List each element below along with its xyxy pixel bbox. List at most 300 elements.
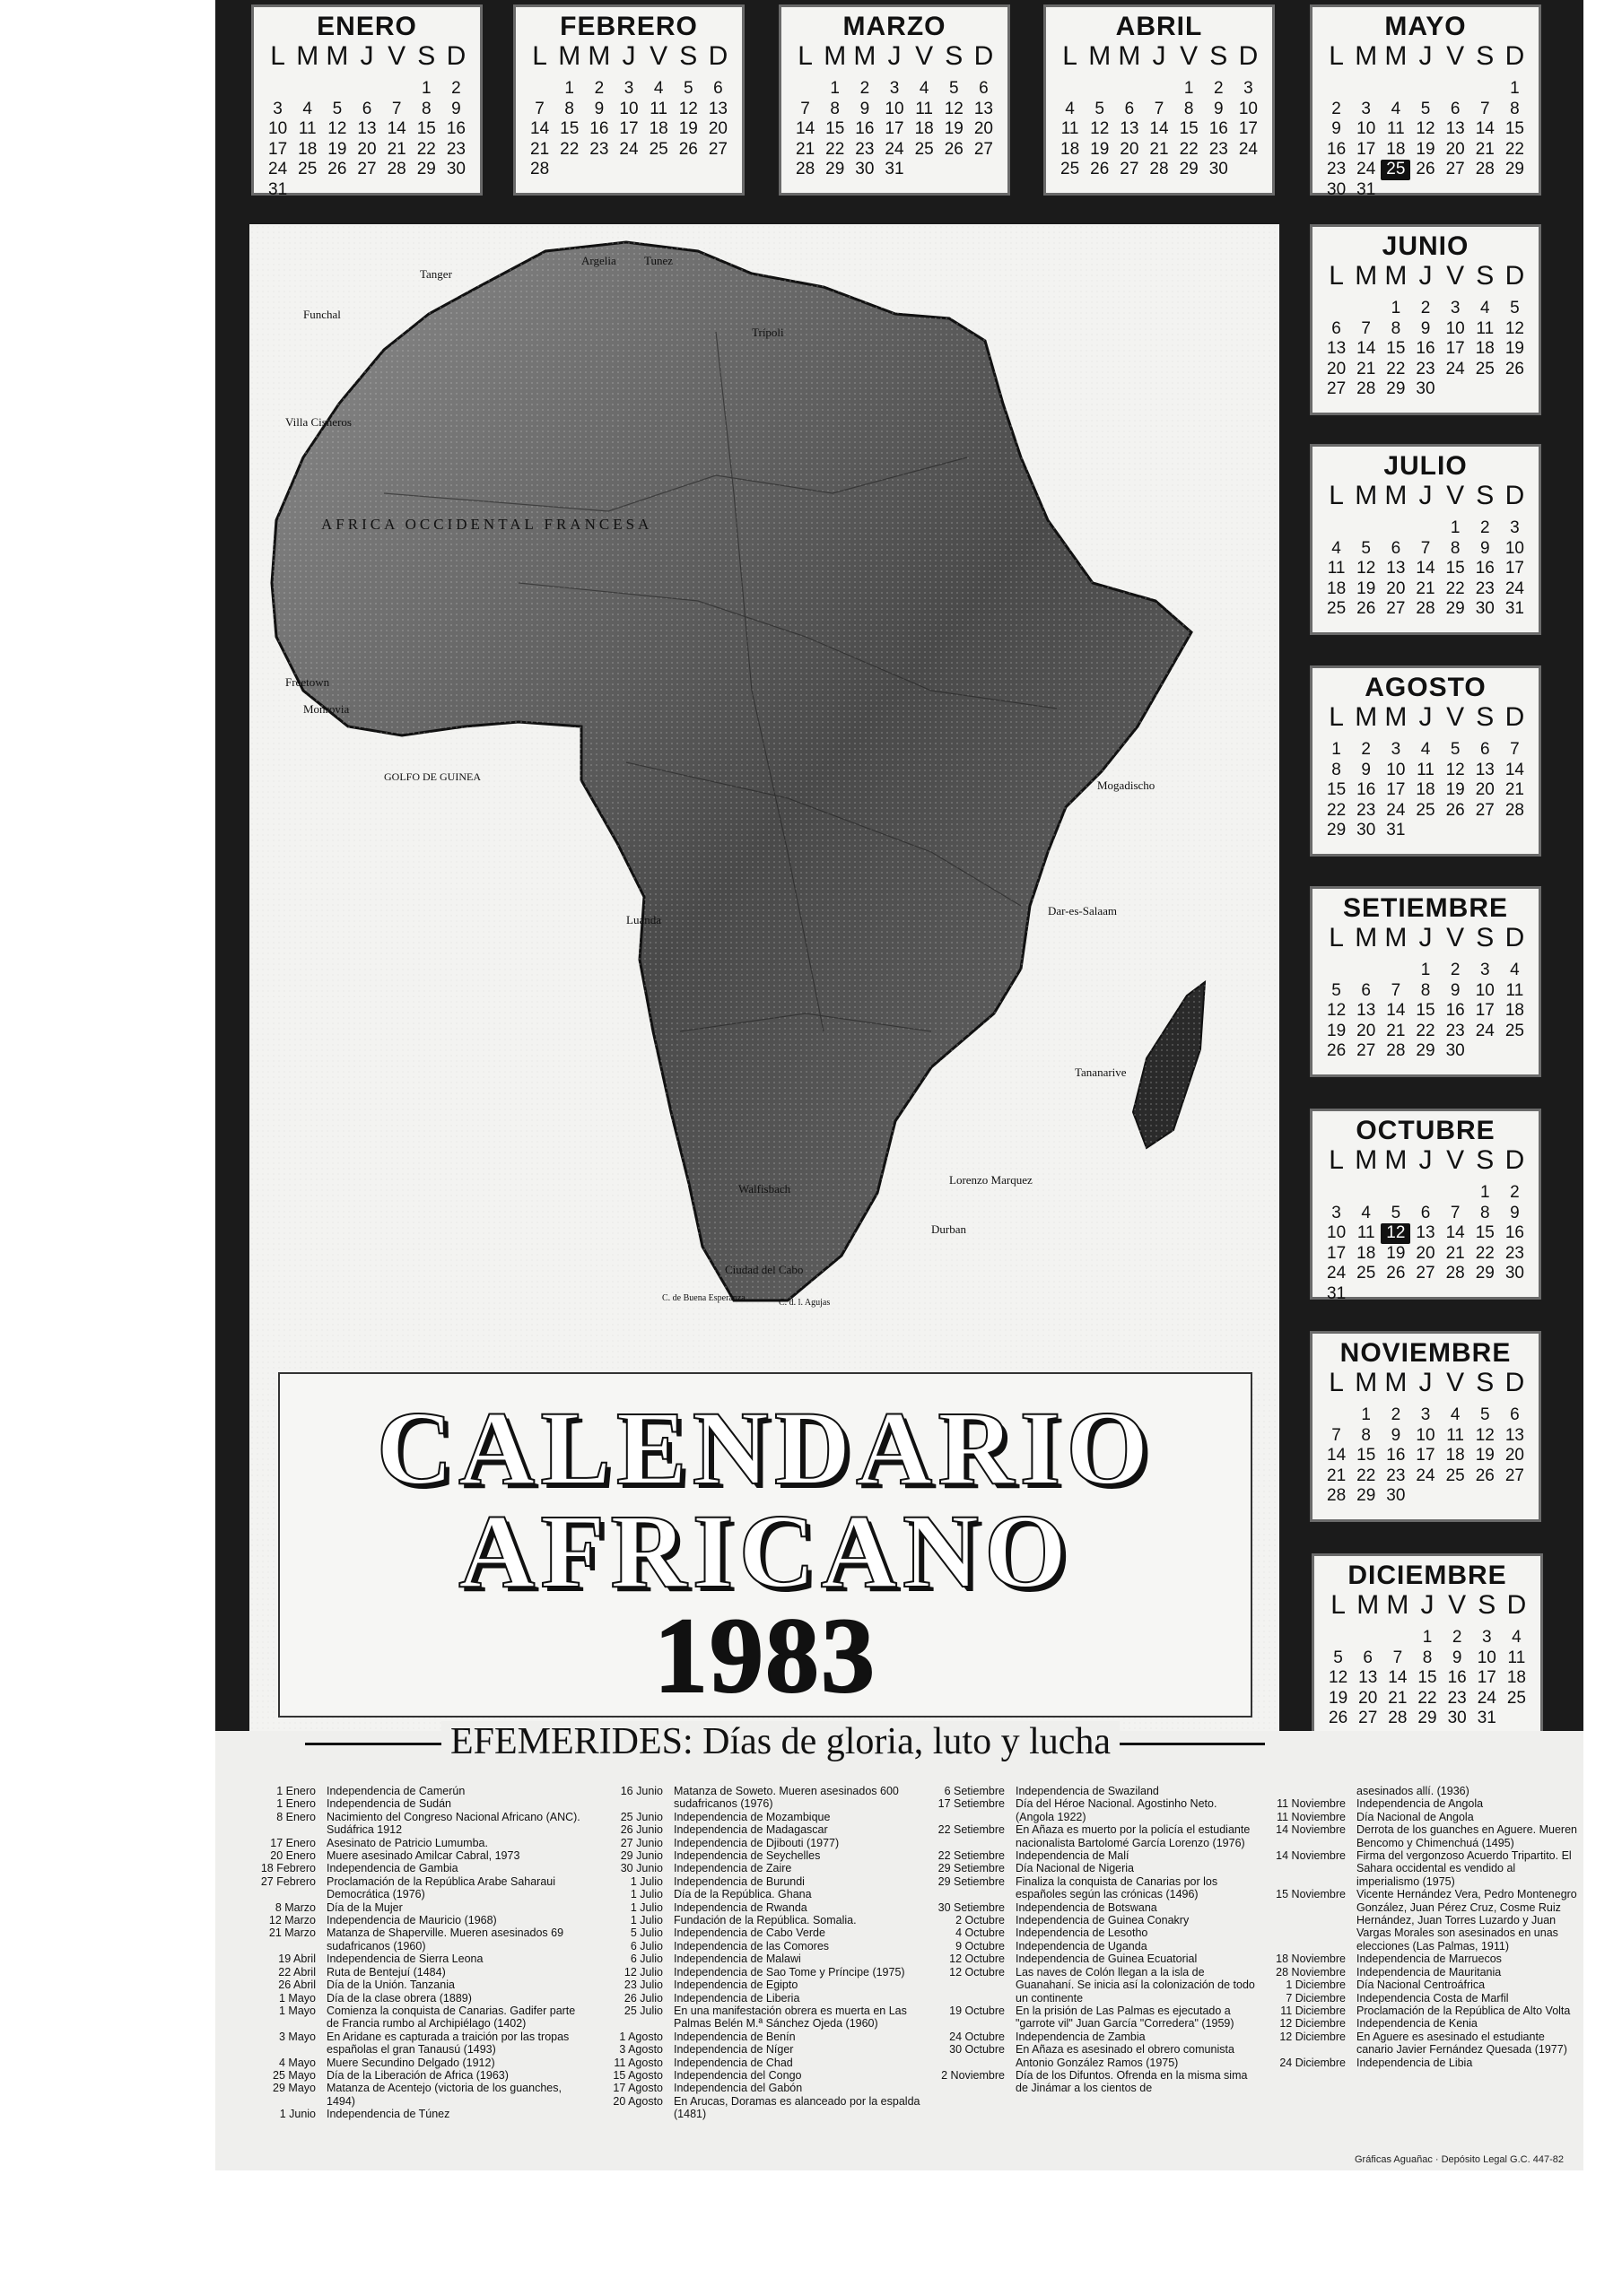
weekday-label: J xyxy=(1418,1145,1433,1175)
day-cell: 2 xyxy=(1331,99,1341,118)
day-cell: 26 xyxy=(944,139,964,159)
day-cell xyxy=(1500,1041,1530,1062)
event-row xyxy=(906,1940,1258,1952)
day-cell: 15 xyxy=(1179,119,1199,138)
day-cell: 17 xyxy=(1416,1446,1435,1465)
day-cell: 20 xyxy=(1445,139,1465,159)
weekday-label: J xyxy=(1418,702,1433,732)
week-row xyxy=(1321,1183,1530,1204)
day-cell: 6 xyxy=(1450,99,1461,118)
day-cell: 14 xyxy=(1416,559,1435,578)
weekday-label: D xyxy=(708,41,728,71)
day-cell: 28 xyxy=(796,160,815,178)
event-row xyxy=(906,1797,1258,1823)
event-date: 11 Agosto xyxy=(614,2056,663,2069)
event-text: Independencia de Guinea Ecuatorial xyxy=(1016,1952,1198,1966)
week-row xyxy=(1321,79,1530,100)
day-cell: 2 xyxy=(1361,740,1371,759)
week-row xyxy=(1321,1284,1530,1305)
day-cell: 2 xyxy=(1213,79,1224,98)
week-row xyxy=(1321,160,1530,180)
day-cell: 8 xyxy=(564,99,574,118)
event-row xyxy=(1247,1797,1579,1810)
event-row xyxy=(235,1914,587,1926)
event-date: 22 Abril xyxy=(278,1965,316,1979)
week-row xyxy=(1321,821,1530,841)
event-row xyxy=(235,1875,587,1901)
print-credit: Gráficas Aguañac · Depósito Legal G.C. 447-82 xyxy=(1355,2154,1564,2165)
day-cell: 12 xyxy=(678,99,698,118)
day-cell: 6 xyxy=(362,99,372,118)
day-cell xyxy=(412,180,441,201)
events-column-1 xyxy=(235,1785,587,2121)
weekday-label: M xyxy=(588,41,611,71)
day-cell: 20 xyxy=(973,119,993,138)
day-cell: 19 xyxy=(1445,780,1465,799)
event-row xyxy=(578,1888,937,1900)
day-cell: 24 xyxy=(1416,1465,1435,1485)
weekday-label: D xyxy=(1504,923,1525,952)
weekday-label: V xyxy=(388,41,406,71)
day-cell: 6 xyxy=(1510,1405,1520,1424)
day-cell xyxy=(352,180,381,201)
event-text: Matanza de Shaperville. Mueren asesinados 69 sudafricanos (1960) xyxy=(327,1926,564,1952)
day-cell: 20 xyxy=(708,119,728,138)
day-cell xyxy=(1321,1405,1351,1426)
day-cell xyxy=(1441,379,1470,400)
event-date: 1 Agosto xyxy=(619,2030,663,2043)
day-cell: 17 xyxy=(1445,339,1465,358)
day-cell: 7 xyxy=(1154,99,1164,118)
event-date: 30 Setiembre xyxy=(937,1900,1005,1914)
event-row xyxy=(578,2069,937,2082)
day-cell: 31 xyxy=(1386,821,1406,839)
day-cell: 4 xyxy=(1065,99,1075,118)
day-cell: 3 xyxy=(624,79,634,98)
day-cell: 31 xyxy=(268,179,288,199)
day-cell: 7 xyxy=(535,99,545,118)
weekday-header xyxy=(1321,261,1530,291)
day-cell: 15 xyxy=(1327,780,1347,799)
day-cell: 15 xyxy=(1417,1668,1437,1687)
day-cell: 9 xyxy=(1452,1648,1462,1667)
day-cell: 23 xyxy=(1416,359,1435,378)
weekday-label: S xyxy=(1478,1590,1496,1620)
day-cell xyxy=(1381,180,1410,201)
day-cell: 25 xyxy=(1416,800,1435,820)
title-line-1: CALENDARIO xyxy=(376,1389,1155,1507)
day-cell xyxy=(263,79,292,100)
day-cell: 12 xyxy=(1327,1001,1347,1020)
event-row xyxy=(1247,2005,1579,2017)
day-cell: 2 xyxy=(1420,299,1431,317)
day-cell: 24 xyxy=(885,139,904,159)
event-date xyxy=(1247,1785,1356,1797)
day-cell: 8 xyxy=(1422,1648,1433,1667)
day-cell: 30 xyxy=(446,160,466,178)
map-label: GOLFO DE GUINEA xyxy=(384,770,481,783)
event-text: Día Nacional Centroáfrica xyxy=(1356,1979,1486,1992)
day-cell xyxy=(584,160,614,180)
week-row xyxy=(1321,1446,1530,1466)
event-row xyxy=(906,1966,1258,2005)
event-text: Independencia de Gambia xyxy=(327,1862,458,1875)
week-row xyxy=(1321,119,1530,140)
day-cell: 9 xyxy=(859,99,870,118)
day-cell: 16 xyxy=(855,119,875,138)
day-cell: 23 xyxy=(1356,800,1376,820)
day-cell: 5 xyxy=(1450,740,1461,759)
week-row xyxy=(525,100,733,120)
day-cell: 14 xyxy=(1327,1446,1347,1465)
day-cell: 15 xyxy=(1475,1223,1495,1242)
event-text: Independencia de Egipto xyxy=(674,1979,798,1992)
day-cell: 23 xyxy=(589,139,609,159)
weekday-header xyxy=(1321,1145,1530,1176)
week-row xyxy=(263,100,471,120)
day-cell: 3 xyxy=(273,99,283,118)
day-cell: 21 xyxy=(1416,578,1435,598)
day-cell: 22 xyxy=(1356,1465,1376,1485)
day-cell: 28 xyxy=(530,160,550,178)
weekday-label: L xyxy=(1329,261,1344,291)
day-cell: 18 xyxy=(1445,1446,1465,1465)
day-cell: 14 xyxy=(387,119,406,138)
event-row xyxy=(578,2057,937,2069)
month-name: JUNIO xyxy=(1382,231,1469,261)
event-date: 28 Noviembre xyxy=(1276,1965,1346,1979)
day-cell: 22 xyxy=(1386,359,1406,378)
day-cell: 22 xyxy=(1417,1688,1437,1708)
weekday-label: L xyxy=(1329,923,1344,952)
day-cell xyxy=(1470,1041,1500,1062)
day-cell: 3 xyxy=(1479,961,1490,979)
day-cell: 6 xyxy=(1479,740,1490,759)
event-text: Proclamación de la República Arabe Saharaui Democrática (1976) xyxy=(327,1874,556,1901)
month-marzo xyxy=(779,4,1010,196)
event-text: Independencia de Libia xyxy=(1356,2056,1473,2069)
day-cell: 3 xyxy=(1481,1628,1492,1647)
event-date: 12 Marzo xyxy=(268,1914,316,1927)
day-cell: 22 xyxy=(560,139,580,159)
day-cell xyxy=(1321,79,1351,100)
day-cell: 17 xyxy=(1386,780,1406,799)
day-cell: 4 xyxy=(1391,99,1401,118)
day-cell xyxy=(1470,1284,1500,1305)
day-cell: 20 xyxy=(1475,780,1495,799)
day-cell: 6 xyxy=(979,79,989,98)
event-date: 26 Junio xyxy=(620,1823,663,1837)
day-cell: 9 xyxy=(1510,1203,1520,1222)
event-row xyxy=(235,1952,587,1965)
event-date: 1 Mayo xyxy=(279,2004,316,2017)
event-row xyxy=(578,1979,937,1991)
day-cell: 11 xyxy=(1060,119,1079,138)
event-text: Independencia de Sao Tome y Príncipe (1975) xyxy=(674,1965,905,1979)
day-cell: 20 xyxy=(1416,1243,1435,1263)
day-cell: 23 xyxy=(1504,1243,1524,1263)
week-row xyxy=(790,140,998,161)
day-cell: 22 xyxy=(825,139,845,159)
day-cell xyxy=(1353,1628,1382,1648)
day-cell: 3 xyxy=(1510,518,1520,537)
day-cell: 23 xyxy=(1475,578,1495,598)
day-cell: 10 xyxy=(1477,1648,1496,1667)
day-cell: 31 xyxy=(1327,1283,1347,1303)
day-cell: 21 xyxy=(796,139,815,159)
event-text: Independencia de Kenia xyxy=(1356,2017,1478,2031)
event-text: Fundación de la República. Somalia. xyxy=(674,1914,857,1927)
day-cell: 9 xyxy=(1450,980,1461,1000)
event-row xyxy=(235,1785,587,1797)
day-cell: 15 xyxy=(1416,1001,1435,1020)
weekday-label: D xyxy=(1504,1145,1525,1175)
weekday-label: M xyxy=(1384,702,1408,732)
event-row xyxy=(906,2005,1258,2031)
event-text: Día del Héroe Nacional. Agostinho Neto. (Angola 1922) xyxy=(1016,1797,1217,1823)
day-cell: 19 xyxy=(1386,1243,1406,1263)
day-cell xyxy=(1410,79,1440,100)
week-row xyxy=(1321,180,1530,201)
day-cell xyxy=(614,160,643,180)
day-cell: 26 xyxy=(1386,1264,1406,1283)
day-cell: 14 xyxy=(1388,1668,1408,1687)
day-cell: 4 xyxy=(1512,1628,1522,1647)
week-row xyxy=(525,140,733,161)
day-cell: 27 xyxy=(708,139,728,159)
event-date: 1 Enero xyxy=(276,1785,316,1797)
events-column-4 xyxy=(1247,1785,1579,2069)
day-cell: 10 xyxy=(1504,538,1524,558)
day-cell: 3 xyxy=(1331,1203,1341,1222)
day-cell: 17 xyxy=(1327,1243,1347,1263)
month-diciembre xyxy=(1312,1553,1543,1744)
day-cell xyxy=(1500,379,1530,400)
day-cell: 21 xyxy=(1149,139,1169,159)
map-label: Argelia xyxy=(581,254,616,267)
event-text: Independencia de Sudán xyxy=(327,1797,452,1811)
week-row xyxy=(525,79,733,100)
map-label: Durban xyxy=(931,1222,966,1236)
weekday-label: L xyxy=(1329,1368,1344,1397)
week-row xyxy=(1321,559,1530,579)
event-text: Día Nacional de Nigeria xyxy=(1016,1862,1135,1875)
weekday-label: D xyxy=(1504,261,1525,291)
day-cell: 16 xyxy=(446,119,466,138)
month-octubre xyxy=(1310,1109,1541,1303)
week-row xyxy=(1321,319,1530,340)
day-cell: 15 xyxy=(560,119,580,138)
day-cell: 8 xyxy=(1420,980,1431,1000)
week-row xyxy=(1321,1264,1530,1284)
day-cell: 10 xyxy=(268,119,288,138)
event-date: 25 Julio xyxy=(624,2004,663,2017)
day-cell: 28 xyxy=(1475,160,1495,178)
day-cell: 16 xyxy=(1504,1223,1524,1242)
event-date: 19 Abril xyxy=(278,1952,316,1966)
weekday-label: M xyxy=(1386,1590,1409,1620)
day-cell: 25 xyxy=(1445,1465,1465,1485)
event-text: En Añaza es asesinado el obrero comunista Antonio González Ramos (1975) xyxy=(1016,2043,1234,2069)
day-cell: 16 xyxy=(1356,780,1376,799)
day-cell: 30 xyxy=(1208,160,1228,178)
event-date: 1 Enero xyxy=(276,1797,316,1811)
weekday-label: S xyxy=(1476,41,1495,71)
day-cell xyxy=(1470,821,1500,841)
day-cell: 12 xyxy=(1416,119,1435,138)
event-row xyxy=(906,1862,1258,1874)
day-cell: 14 xyxy=(1149,119,1169,138)
week-row xyxy=(1323,1628,1531,1648)
weekday-label: M xyxy=(1384,1145,1408,1175)
map-label: Tananarive xyxy=(1075,1065,1127,1079)
day-cell: 27 xyxy=(1356,1041,1376,1060)
day-cell: 19 xyxy=(1090,139,1110,159)
weekday-label: L xyxy=(532,41,547,71)
day-cell xyxy=(1055,79,1085,100)
day-cell: 3 xyxy=(1361,99,1371,118)
day-cell: 5 xyxy=(1361,538,1371,558)
day-cell: 11 xyxy=(915,99,933,118)
event-date: 6 Julio xyxy=(630,1952,663,1966)
day-cell: 26 xyxy=(678,139,698,159)
day-cell: 25 xyxy=(649,139,668,159)
event-date: 6 Setiembre xyxy=(944,1785,1005,1797)
day-cell: 11 xyxy=(1476,318,1495,338)
month-name: MARZO xyxy=(842,12,946,41)
day-cell: 25 xyxy=(1060,160,1080,178)
day-cell: 4 xyxy=(919,79,929,98)
day-cell: 1 xyxy=(1422,1628,1433,1647)
day-cell: 1 xyxy=(1479,1183,1490,1202)
day-cell: 18 xyxy=(1327,578,1347,598)
event-text: Independencia de Seychelles xyxy=(674,1849,821,1863)
event-date: 2 Octubre xyxy=(955,1914,1005,1927)
day-cell: 8 xyxy=(1450,538,1461,558)
day-cell xyxy=(1321,518,1351,539)
event-row xyxy=(578,1875,937,1888)
day-cell: 11 xyxy=(650,99,667,118)
day-cell: 14 xyxy=(1386,1001,1406,1020)
event-text: Asesinato de Patricio Lumumba. xyxy=(327,1836,488,1849)
event-row xyxy=(578,1849,937,1862)
day-cell: 1 xyxy=(1361,1405,1371,1424)
day-cell: 20 xyxy=(1327,359,1347,378)
week-row xyxy=(1321,1244,1530,1265)
day-cell: 19 xyxy=(1329,1688,1348,1708)
day-cell xyxy=(1500,180,1530,201)
weekday-label: S xyxy=(1476,923,1495,952)
day-cell: 20 xyxy=(1386,578,1406,598)
day-cell xyxy=(969,160,998,180)
day-cell: 11 xyxy=(1505,980,1524,1000)
map-label: Dar-es-Salaam xyxy=(1048,904,1117,918)
day-cell xyxy=(292,180,322,201)
day-cell: 9 xyxy=(1331,119,1341,138)
month-name: SETIEMBRE xyxy=(1342,893,1509,923)
day-cell: 10 xyxy=(1238,99,1258,118)
event-date: 24 Octubre xyxy=(949,2030,1005,2043)
day-cell: 15 xyxy=(416,119,436,138)
event-date: 26 Abril xyxy=(278,1979,316,1992)
day-cell: 7 xyxy=(1392,1648,1403,1667)
event-row xyxy=(906,2043,1258,2069)
event-date: 8 Enero xyxy=(276,1810,316,1823)
event-text: Independencia de Liberia xyxy=(674,1991,800,2005)
day-cell: 21 xyxy=(1475,139,1495,159)
month-name: DICIEMBRE xyxy=(1347,1561,1507,1590)
event-text: Independencia Costa de Marfil xyxy=(1356,1991,1509,2005)
efemerides-heading-text: EFEMERIDES: Días de gloria, luto y lucha xyxy=(441,1721,1120,1762)
event-text: Independencia de Marruecos xyxy=(1356,1952,1502,1966)
event-text: Independencia de Zaire xyxy=(674,1862,792,1875)
day-cell: 10 xyxy=(1386,760,1406,779)
weekday-header xyxy=(263,41,471,72)
weekday-label: S xyxy=(1476,702,1495,732)
day-cell xyxy=(1381,1284,1410,1305)
day-cell: 8 xyxy=(830,99,840,118)
event-row xyxy=(906,2069,1258,2095)
event-row xyxy=(1247,1952,1579,1965)
map-label: Lorenzo Marquez xyxy=(949,1173,1033,1187)
day-cell: 7 xyxy=(1450,1203,1461,1222)
day-cell: 16 xyxy=(589,119,609,138)
event-text: Derrota de los guanches en Aguere. Mueren Bencomo y Chimenchuá (1495) xyxy=(1356,1823,1577,1849)
day-cell: 30 xyxy=(855,160,875,178)
day-cell: 28 xyxy=(1388,1709,1408,1727)
day-cell: 10 xyxy=(1327,1223,1347,1242)
week-row xyxy=(790,160,998,180)
day-cell: 1 xyxy=(830,79,840,98)
event-text: Día Nacional de Angola xyxy=(1356,1810,1474,1823)
day-cell xyxy=(1470,1486,1500,1507)
event-text: Independencia de Uganda xyxy=(1016,1939,1147,1952)
month-setiembre xyxy=(1310,886,1541,1077)
event-date: 3 Agosto xyxy=(619,2043,663,2057)
day-cell: 26 xyxy=(1090,160,1110,178)
event-row xyxy=(235,2108,587,2120)
weekday-label: M xyxy=(326,41,349,71)
week-row xyxy=(1323,1648,1531,1669)
event-text: Firma del vergonzoso Acuerdo Tripartito. El Sahara occidental es vendido al imperialismo (1975) xyxy=(1356,1849,1572,1888)
day-cell: 4 xyxy=(1331,538,1341,558)
weekday-label: L xyxy=(1330,1590,1346,1620)
weekday-header xyxy=(1055,41,1263,72)
day-cell: 17 xyxy=(1356,139,1376,159)
day-cell: 29 xyxy=(1179,160,1199,178)
day-cell: 10 xyxy=(885,99,904,118)
title-line-2: AFRICANO xyxy=(458,1492,1072,1610)
event-date: 18 Noviembre xyxy=(1276,1952,1346,1966)
day-cell: 19 xyxy=(1504,339,1524,358)
event-text: Independencia de Guinea Conakry xyxy=(1016,1914,1190,1927)
day-cell: 27 xyxy=(1445,160,1465,178)
weekday-label: J xyxy=(1418,481,1433,510)
week-row xyxy=(1321,740,1530,761)
event-text: Independencia de Lesotho xyxy=(1016,1926,1148,1940)
day-cell xyxy=(1381,961,1410,981)
event-text: En la prisión de Las Palmas es ejecutado a "garrote vil" Juan García "Corredera" (1959) xyxy=(1016,2004,1234,2031)
day-cell: 27 xyxy=(1120,160,1139,178)
weekday-label: D xyxy=(1506,1590,1527,1620)
weekday-label: J xyxy=(887,41,902,71)
event-row xyxy=(578,1862,937,1874)
day-cell: 12 xyxy=(1504,318,1524,338)
day-cell: 24 xyxy=(1504,578,1524,598)
day-cell: 17 xyxy=(1475,1001,1495,1020)
day-cell xyxy=(1441,821,1470,841)
event-row xyxy=(235,1862,587,1874)
